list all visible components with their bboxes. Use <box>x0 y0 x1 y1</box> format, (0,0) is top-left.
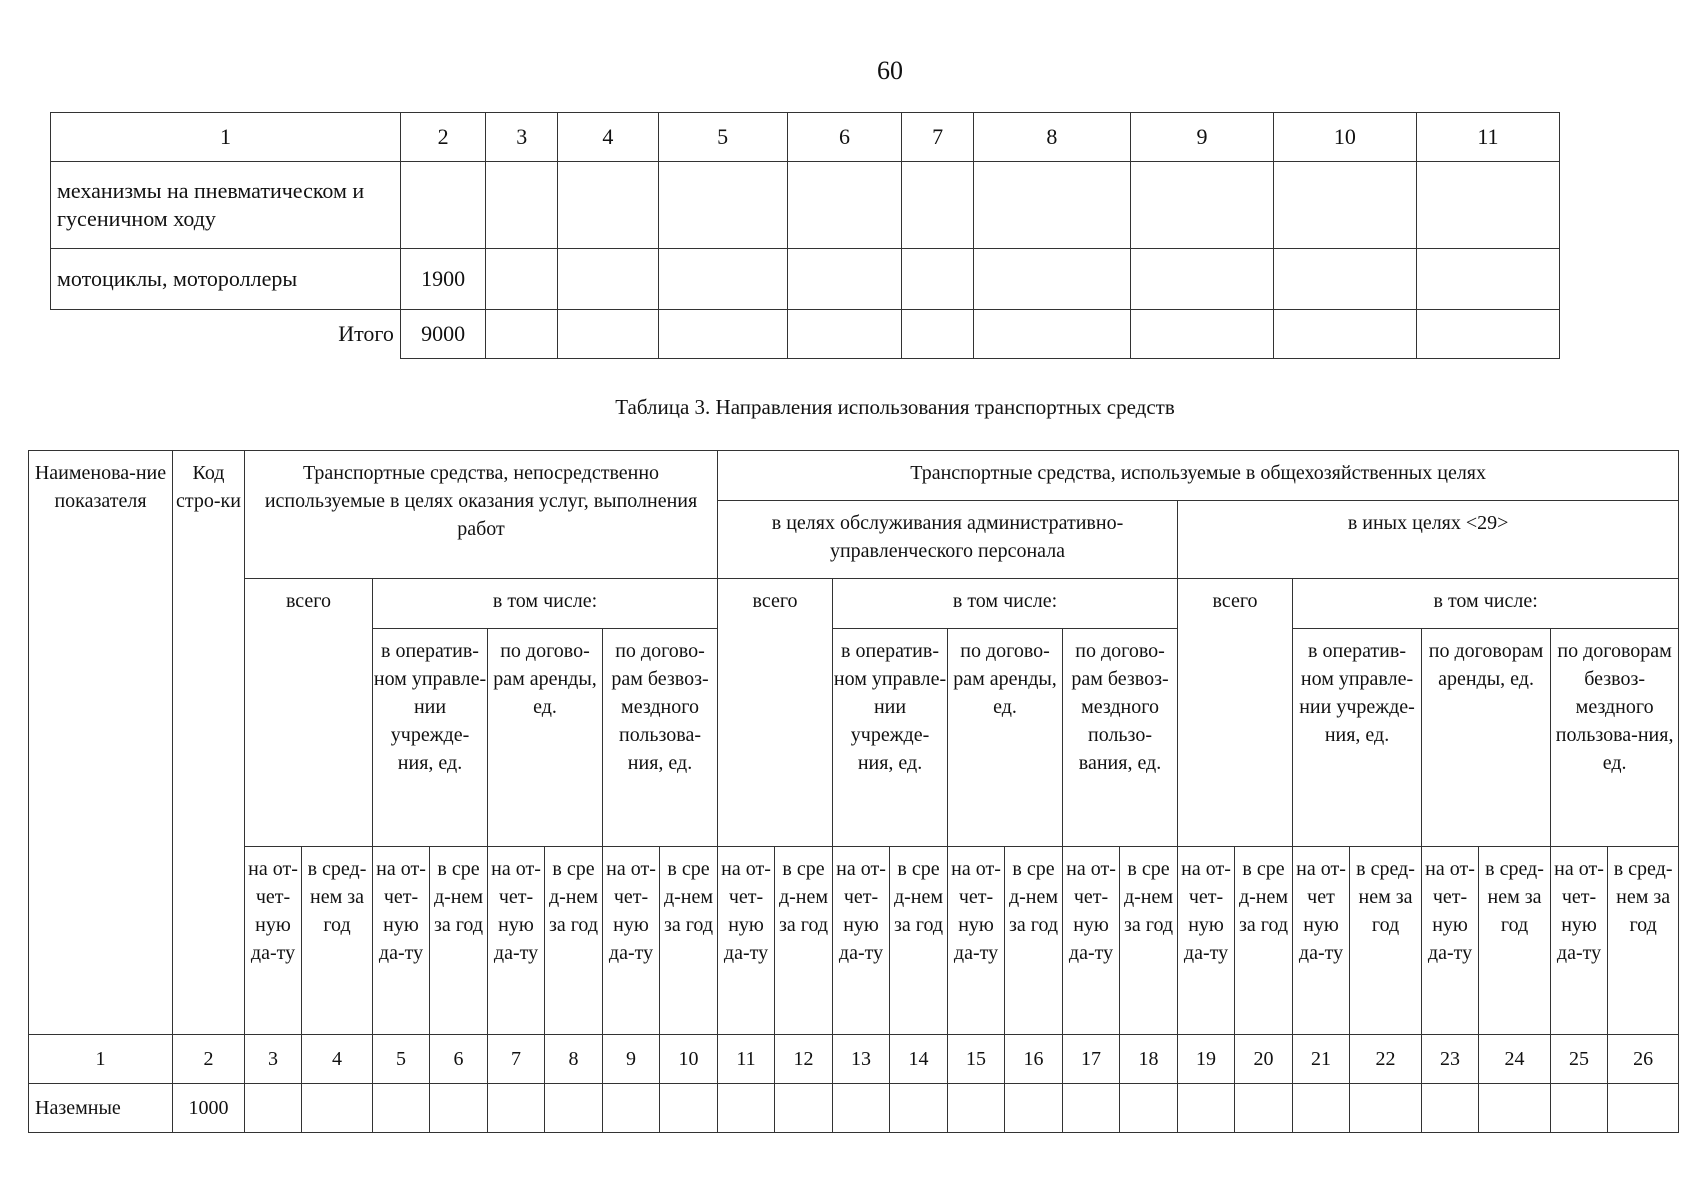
header-direct-use: Транспортные средства, непосредственно используемые в целях оказания услуг, выполнения работ <box>245 451 718 579</box>
empty-cell <box>787 162 902 249</box>
empty-cell <box>1120 1084 1178 1133</box>
empty-cell <box>787 310 902 359</box>
column-number: 15 <box>948 1035 1005 1084</box>
column-number: 1 <box>51 113 401 162</box>
empty-cell <box>1479 1084 1551 1133</box>
column-number: 16 <box>1005 1035 1063 1084</box>
column-number: 26 <box>1608 1035 1679 1084</box>
empty-cell <box>1235 1084 1293 1133</box>
header-reporting-date: на от-чет-ную да-ту <box>1422 847 1479 1035</box>
empty-cell <box>948 1084 1005 1133</box>
header-indicator-name: Наименова-ние показателя <box>29 451 173 1035</box>
column-number: 21 <box>1293 1035 1350 1084</box>
table-row <box>29 1084 1679 1133</box>
column-number: 10 <box>1273 113 1416 162</box>
column-number: 9 <box>1130 113 1273 162</box>
empty-cell <box>775 1084 833 1133</box>
empty-cell <box>1416 249 1559 310</box>
column-number: 8 <box>545 1035 603 1084</box>
header-yearly-average: в сре д-нем за год <box>1235 847 1293 1035</box>
column-number: 4 <box>302 1035 373 1084</box>
header-operational-management: в оператив-ном управле-нии учрежде-ния, ед. <box>833 629 948 847</box>
column-number: 11 <box>1416 113 1559 162</box>
empty-cell <box>902 162 973 249</box>
column-number: 11 <box>718 1035 775 1084</box>
header-free-use-contracts: по догово-рам безвоз-мездного пользова-ния, ед. <box>603 629 718 847</box>
empty-cell <box>973 249 1130 310</box>
header-row-1 <box>29 451 1679 501</box>
header-free-use-contracts: по договорам безвоз-мездного пользова-ния, ед. <box>1551 629 1679 847</box>
empty-cell <box>486 249 557 310</box>
header-yearly-average: в сре д-нем за год <box>1120 847 1178 1035</box>
header-operational-management: в оператив-ном управле-нии учрежде-ния, ед. <box>373 629 488 847</box>
empty-cell <box>787 249 902 310</box>
empty-cell <box>545 1084 603 1133</box>
header-reporting-date: на от-чет-ную да-ту <box>488 847 545 1035</box>
column-number: 5 <box>658 113 787 162</box>
column-number: 24 <box>1479 1035 1551 1084</box>
empty-cell <box>1130 310 1273 359</box>
header-reporting-date: на от-чет-ную да-ту <box>1063 847 1120 1035</box>
column-number: 6 <box>787 113 902 162</box>
header-yearly-average: в сред-нем за год <box>1479 847 1551 1035</box>
empty-cell <box>660 1084 718 1133</box>
empty-cell <box>1422 1084 1479 1133</box>
header-reporting-date: на от-чет-ную да-ту <box>373 847 430 1035</box>
header-row-code: Код стро-ки <box>173 451 245 1035</box>
empty-cell <box>973 310 1130 359</box>
column-numbers-row <box>29 1035 1679 1084</box>
empty-cell <box>1416 162 1559 249</box>
column-number: 18 <box>1120 1035 1178 1084</box>
column-number: 12 <box>775 1035 833 1084</box>
empty-cell <box>1005 1084 1063 1133</box>
column-number: 4 <box>557 113 658 162</box>
header-reporting-date: на от-чет-ную да-ту <box>1178 847 1235 1035</box>
table-caption: Таблица 3. Направления использования транспортных средств <box>615 395 1175 419</box>
header-yearly-average: в сре д-нем за год <box>430 847 488 1035</box>
empty-cell <box>1551 1084 1608 1133</box>
header-rent-contracts: по договорам аренды, ед. <box>1422 629 1551 847</box>
column-number: 8 <box>973 113 1130 162</box>
column-number: 25 <box>1551 1035 1608 1084</box>
column-number: 5 <box>373 1035 430 1084</box>
empty-cell <box>973 162 1130 249</box>
table-row <box>51 162 1560 249</box>
empty-cell <box>718 1084 775 1133</box>
empty-cell <box>486 162 557 249</box>
column-number: 13 <box>833 1035 890 1084</box>
column-number: 3 <box>486 113 557 162</box>
empty-cell <box>1608 1084 1679 1133</box>
header-general-use: Транспортные средства, используемые в общехозяйственных целях <box>718 451 1679 501</box>
empty-cell <box>1130 162 1273 249</box>
row-label: механизмы на пневматическом и гусеничном ходу <box>51 162 401 249</box>
empty-cell <box>833 1084 890 1133</box>
empty-cell <box>1273 249 1416 310</box>
empty-cell <box>557 249 658 310</box>
header-row-5 <box>29 847 1679 1035</box>
header-including: в том числе: <box>833 579 1178 629</box>
empty-cell <box>658 249 787 310</box>
empty-cell <box>245 1084 302 1133</box>
empty-cell <box>557 162 658 249</box>
empty-cell <box>1130 249 1273 310</box>
header-reporting-date: на от-чет-ную да-ту <box>245 847 302 1035</box>
column-number: 1 <box>29 1035 173 1084</box>
column-number: 7 <box>902 113 973 162</box>
header-yearly-average: в сре д-нем за год <box>775 847 833 1035</box>
header-yearly-average: в сре д-нем за год <box>1005 847 1063 1035</box>
column-number: 20 <box>1235 1035 1293 1084</box>
header-other-purpose: в иных целях <29> <box>1178 501 1679 579</box>
empty-cell <box>1273 310 1416 359</box>
empty-cell <box>1063 1084 1120 1133</box>
column-number: 23 <box>1422 1035 1479 1084</box>
header-reporting-date: на от-чет-ную да-ту <box>1551 847 1608 1035</box>
column-number: 19 <box>1178 1035 1235 1084</box>
header-row-3 <box>29 579 1679 629</box>
row-code <box>400 162 486 249</box>
column-number: 2 <box>173 1035 245 1084</box>
header-yearly-average: в сре д-нем за год <box>890 847 948 1035</box>
total-row <box>51 310 1560 359</box>
empty-cell <box>658 310 787 359</box>
column-number: 6 <box>430 1035 488 1084</box>
row-code: 1900 <box>400 249 486 310</box>
vehicle-usage-table <box>28 450 1679 1133</box>
empty-cell <box>373 1084 430 1133</box>
table-row <box>51 249 1560 310</box>
header-reporting-date: на от-чет-ную да-ту <box>948 847 1005 1035</box>
column-number: 14 <box>890 1035 948 1084</box>
empty-cell <box>603 1084 660 1133</box>
total-code: 9000 <box>400 310 486 359</box>
empty-cell <box>658 162 787 249</box>
empty-cell <box>1293 1084 1350 1133</box>
header-admin-purpose: в целях обслуживания административно-управленческого персонала <box>718 501 1178 579</box>
header-operational-management: в оператив-ном управле-нии учрежде-ния, ед. <box>1293 629 1422 847</box>
empty-cell <box>1273 162 1416 249</box>
empty-cell <box>557 310 658 359</box>
header-total: всего <box>718 579 833 847</box>
total-label: Итого <box>338 321 394 347</box>
empty-cell <box>486 310 557 359</box>
column-number: 10 <box>660 1035 718 1084</box>
vehicles-table-continued <box>50 112 1560 359</box>
header-free-use-contracts: по догово-рам безвоз-мездного пользо-вания, ед. <box>1063 629 1178 847</box>
column-number: 9 <box>603 1035 660 1084</box>
header-rent-contracts: по догово-рам аренды, ед. <box>948 629 1063 847</box>
empty-cell <box>488 1084 545 1133</box>
column-number: 7 <box>488 1035 545 1084</box>
page-number: 60 <box>877 56 903 85</box>
empty-cell <box>302 1084 373 1133</box>
empty-cell <box>430 1084 488 1133</box>
header-yearly-average: в сре д-нем за год <box>545 847 603 1035</box>
row-code: 1000 <box>173 1084 245 1133</box>
header-yearly-average: в сре д-нем за год <box>660 847 718 1035</box>
header-reporting-date: на от-чет ную да-ту <box>1293 847 1350 1035</box>
table-header-row <box>51 113 1560 162</box>
column-number: 17 <box>1063 1035 1120 1084</box>
header-reporting-date: на от-чет-ную да-ту <box>718 847 775 1035</box>
header-yearly-average: в сред-нем за год <box>302 847 373 1035</box>
empty-cell <box>890 1084 948 1133</box>
column-number: 2 <box>400 113 486 162</box>
column-number: 3 <box>245 1035 302 1084</box>
header-rent-contracts: по догово-рам аренды, ед. <box>488 629 603 847</box>
empty-cell <box>902 310 973 359</box>
header-including: в том числе: <box>373 579 718 629</box>
header-including: в том числе: <box>1293 579 1679 629</box>
empty-cell <box>1350 1084 1422 1133</box>
row-label: мотоциклы, мотороллеры <box>51 249 401 310</box>
header-yearly-average: в сред-нем за год <box>1350 847 1422 1035</box>
header-yearly-average: в сред-нем за год <box>1608 847 1679 1035</box>
column-number: 22 <box>1350 1035 1422 1084</box>
empty-cell <box>1416 310 1559 359</box>
header-reporting-date: на от-чет-ную да-ту <box>603 847 660 1035</box>
header-reporting-date: на от-чет-ную да-ту <box>833 847 890 1035</box>
empty-cell <box>902 249 973 310</box>
empty-cell <box>1178 1084 1235 1133</box>
header-total: всего <box>245 579 373 847</box>
row-label: Наземные <box>29 1084 173 1133</box>
header-total: всего <box>1178 579 1293 847</box>
